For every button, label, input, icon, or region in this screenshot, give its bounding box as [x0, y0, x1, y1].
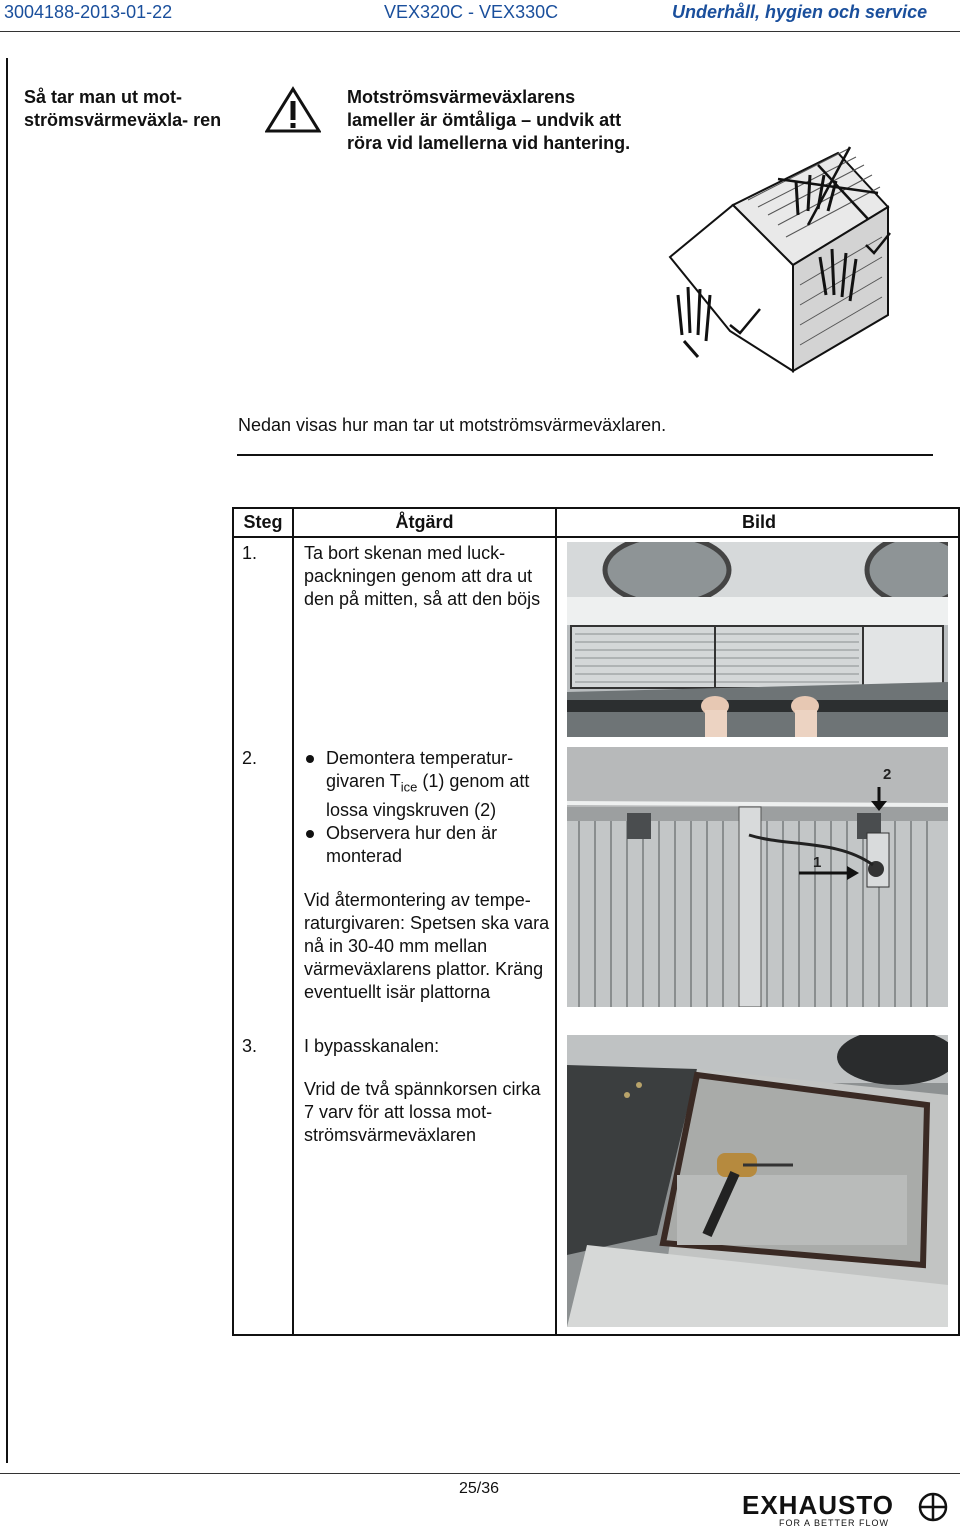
list-item: [288, 747, 551, 822]
header-action: Åtgärd: [293, 508, 556, 537]
step-number: 1.: [242, 543, 258, 563]
table-row: [233, 743, 959, 1031]
header-step: Steg: [233, 508, 293, 537]
step-action: Ta bort skenan med luck- packningen genom att dra ut den på mitten, så att den böjs: [304, 543, 541, 609]
callout-2: 2: [883, 766, 892, 783]
step-number: 2.: [242, 748, 258, 768]
header-image: Bild: [556, 508, 959, 537]
document-id: 3004188-2013-01-22: [4, 2, 173, 22]
list-item: Observera hur den är monterad: [288, 822, 551, 868]
table-row: [233, 1031, 959, 1335]
photo-bypass-channel: [567, 1035, 948, 1327]
table-header-row: [233, 508, 959, 537]
fan-logo-icon: [918, 1492, 948, 1522]
warning-text: Motströmsvärmeväxlarens lameller är ömtåliga – undvik att röra vid lamellerna vid hantering.: [347, 87, 631, 153]
model-names: VEX320C - VEX330C: [384, 2, 559, 22]
header-divider: [0, 31, 960, 32]
step-action: I bypasskanalen:: [304, 1036, 440, 1056]
brand-name: EXHAUSTO: [742, 1490, 894, 1520]
page-number: 25/36: [459, 1480, 500, 1497]
margin-rule: [6, 58, 8, 1463]
intro-text: Nedan visas hur man tar ut motströmsvärmeväxlaren.: [238, 415, 667, 435]
section-divider: [237, 454, 933, 456]
step-number: 3.: [242, 1036, 258, 1056]
subscript-ice: ice: [400, 779, 418, 795]
photo-temperature-sensor: [567, 747, 948, 1007]
photo-rail-removal: [567, 542, 948, 737]
side-title: Så tar man ut mot- strömsvärmeväxla- ren: [24, 87, 222, 130]
bullet-text-part: Demontera temperatur- givaren T: [326, 748, 514, 791]
table-row: [233, 537, 959, 743]
callout-1: 1: [813, 854, 822, 871]
bullet-text-part: (1) genom att lossa vingskruven (2): [326, 771, 530, 820]
step-note: Vid återmontering av tempe- raturgivaren: Spetsen ska vara nå in 30-40 mm mellan värmeväxlarens plattor. Kräng eventuellt isär plattorna: [304, 889, 550, 1002]
warning-triangle-icon: [265, 86, 321, 134]
brand-tagline: FOR A BETTER FLOW: [779, 1518, 890, 1528]
heat-exchanger-illustration: [668, 145, 894, 377]
step-note: Vrid de två spännkorsen cirka 7 varv för att lossa mot- strömsvärmeväxlaren: [304, 1079, 541, 1145]
section-title: Underhåll, hygien och service: [672, 2, 928, 22]
steps-table: [232, 507, 960, 1336]
footer-divider: [0, 1473, 960, 1474]
